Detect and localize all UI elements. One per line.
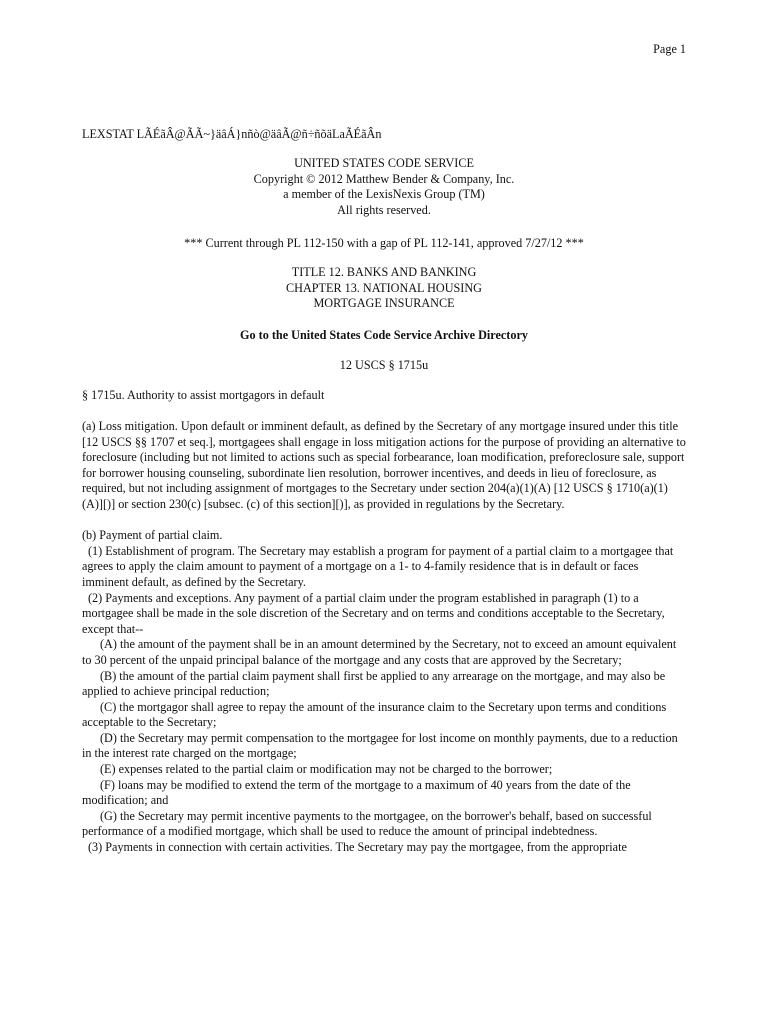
section-body xyxy=(82,419,686,856)
publisher-line: All rights reserved. xyxy=(337,202,431,217)
clause-b: (B) the amount of the partial claim payment shall first be applied to any arrearage on the mortgage, and may also be applied to achieve principal reduction; xyxy=(82,668,666,699)
clause-g: (G) the Secretary may permit incentive payments to the mortgagee, on the borrower's behalf, based on successful performance of a modified mortgage, which shall be used to reduce the amount of principal indebtedness. xyxy=(82,808,652,839)
paragraph-b-heading: (b) Payment of partial claim. xyxy=(82,528,223,543)
paragraph-b3: (3) Payments in connection with certain activities. The Secretary may pay the mortgagee, from the appropriate xyxy=(88,840,627,855)
clause-a: (A) the amount of the payment shall be in an amount determined by the Secretary, not to exceed an amount equivalent to 30 percent of the unpaid principal balance of the mortgage and any costs that are approved by the Secretary; xyxy=(82,637,677,667)
subchapter-line: MORTGAGE INSURANCE xyxy=(313,296,455,311)
title-line: TITLE 12. BANKS AND BANKING xyxy=(291,265,477,279)
paragraph-gap xyxy=(82,513,686,529)
citation: 12 USCS § 1715u xyxy=(339,358,429,372)
clause-c: (C) the mortgagor shall agree to repay the amount of the insurance claim to the Secretary upon terms and conditions acceptable to the Secretary; xyxy=(82,699,667,730)
clause-f: (F) loans may be modified to extend the term of the mortgage to a maximum of 40 years from the date of the modification; and xyxy=(82,777,631,808)
archive-directory-link[interactable]: Go to the United States Code Service Archive Directory xyxy=(240,328,528,342)
currency-note: *** Current through PL 112-150 with a gap of PL 112-141, approved 7/27/12 *** xyxy=(184,236,584,250)
paragraph-b2: (2) Payments and exceptions. Any payment of a partial claim under the program established in paragraph (1) to a mortgagee shall be made in the sole discretion of the Secretary and on terms and conditions acceptable to the Secretary, except that-- xyxy=(82,590,665,636)
publisher-line: a member of the LexisNexis Group (TM) xyxy=(283,187,485,202)
paragraph-b1: (1) Establishment of program. The Secretary may establish a program for payment of a partial claim to a mortgagee that agrees to apply the claim amount to payment of a mortgage on a 1- to 4-family residence that is in default or faces imminent default, as defined by the Secretary. xyxy=(82,543,674,589)
section-title: § 1715u. Authority to assist mortgagors in default xyxy=(82,388,325,402)
page-number: Page 1 xyxy=(653,42,686,56)
title-block xyxy=(0,265,768,312)
publisher-block xyxy=(0,156,768,218)
chapter-line: CHAPTER 13. NATIONAL HOUSING xyxy=(286,280,482,295)
clause-e: (E) expenses related to the partial claim or modification may not be charged to the borrower; xyxy=(100,762,553,777)
clause-d: (D) the Secretary may permit compensation to the mortgagee for lost income on monthly payments, due to a reduction in the interest rate charged on the mortgage; xyxy=(82,730,678,761)
publisher-line: UNITED STATES CODE SERVICE xyxy=(294,156,474,170)
publisher-line: Copyright © 2012 Matthew Bender & Company, Inc. xyxy=(253,171,515,186)
paragraph-a: (a) Loss mitigation. Upon default or imminent default, as defined by the Secretary of any mortgage insured under this title [12 USCS §§ 1707 et seq.], mortgagees shall engage in loss mitigation actions for the purpose of providing an alternative to foreclosure (including but not limited to actions such as special forbearance, loan modification, preforeclosure sale, support for borrower housing counseling, subordinate lien resolution, borrower incentives, and deeds in lieu of foreclosure, as required, but not including assignment of mortgages to the Secretary under section 204(a)(1)(A) [12 USCS § 1710(a)(1)(A)][)] or section 230(c) [subsec. (c) of this section][)], as provided in regulations by the Secretary. xyxy=(82,419,686,511)
lexstat-line: LEXSTAT LÃÉãÂ@ÃÃ~}äâÁ}nñò@äâÃ@ñ÷ñõäLaÃÉãÂn xyxy=(82,127,382,141)
